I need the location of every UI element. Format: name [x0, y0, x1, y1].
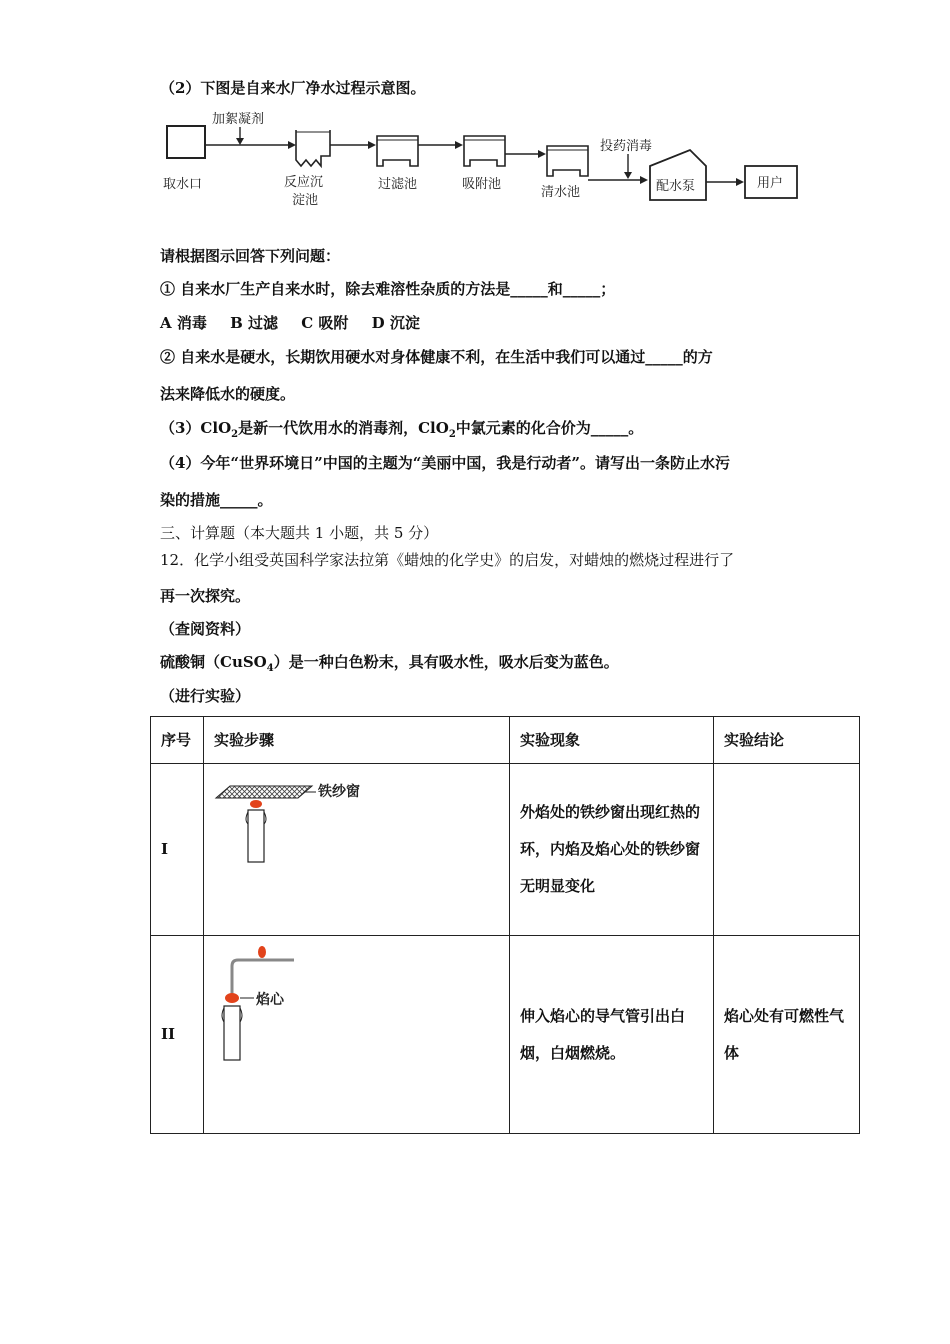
flame-core-label: 焰心: [256, 992, 284, 1008]
clear-label: 清水池: [541, 185, 581, 200]
header-steps: 实验步骤: [204, 717, 510, 764]
candle-gauze-figure: [204, 764, 509, 921]
q2-title: （2）下图是自来水厂净水过程示意图。: [160, 79, 426, 97]
row-conclusion: [714, 764, 860, 936]
water-purification-diagram: [160, 108, 820, 218]
candle-shape: [248, 810, 264, 862]
header-conclusion: 实验结论: [714, 717, 860, 764]
pump-label: 配水泵: [656, 179, 696, 194]
intake-label: 取水口: [163, 177, 203, 192]
prompt: 请根据图示回答下列问题：: [160, 247, 341, 265]
question-4-line1: （4）今年“世界环境日”中国的主题为“美丽中国，我是行动者”。请写出一条防止水污: [160, 454, 730, 472]
row-figure: [204, 936, 510, 1134]
question-4-line2: 染的措施_____。: [160, 491, 273, 509]
option-b: B 过滤: [230, 314, 279, 332]
question-12-line2: 再一次探究。: [160, 587, 251, 605]
row-figure: [204, 764, 510, 936]
row-id: I: [151, 764, 204, 936]
row-id: II: [151, 936, 204, 1134]
tube-flame-shape: [258, 946, 266, 958]
intake-box: [167, 126, 205, 158]
candle-shape: [224, 1006, 240, 1060]
reference-heading: （查阅资料）: [160, 620, 251, 638]
table-row: [151, 764, 860, 936]
disinfect-label: 投药消毒: [600, 139, 653, 154]
flame-shape: [250, 800, 262, 808]
reaction-label-1: 反应沉: [284, 175, 324, 190]
table-row: [151, 936, 860, 1134]
question-2-2-line1: ② 自来水是硬水，长期饮用硬水对身体健康不利，在生活中我们可以通过_____的方: [160, 348, 713, 366]
gas-tube-shape: [232, 960, 294, 996]
section-3-heading: 三、计算题（本大题共 1 小题，共 5 分）: [160, 524, 439, 542]
option-d: D 沉淀: [371, 314, 420, 332]
option-a: A 消毒: [160, 314, 207, 332]
header-phenomenon: 实验现象: [510, 717, 714, 764]
table-header-row: [151, 717, 860, 764]
reaction-tank: [296, 130, 330, 166]
question-2-1: ① 自来水厂生产自来水时，除去难溶性杂质的方法是_____和_____；: [160, 280, 616, 298]
user-label: 用户: [757, 176, 784, 191]
question-3: （3）ClO$_2$是新一代饮用水的消毒剂，ClO$_2$中氯元素的化合价为_____。: [160, 419, 644, 440]
row-conclusion: 焰心处有可燃性气体: [714, 936, 860, 1134]
experiment-table: [150, 716, 860, 1134]
option-c: C 吸附: [301, 314, 349, 332]
header-id: 序号: [151, 717, 204, 764]
question-2-2-line2: 法来降低水的硬度。: [160, 385, 296, 403]
experiment-heading: （进行实验）: [160, 687, 251, 705]
row-phenomenon: 伸入焰心的导气管引出白烟，白烟燃烧。: [510, 936, 714, 1134]
adsorb-label: 吸附池: [462, 177, 502, 192]
reference-text: 硫酸铜（CuSO$_4$）是一种白色粉末，具有吸水性，吸水后变为蓝色。: [160, 653, 619, 674]
filter-label: 过滤池: [378, 177, 418, 192]
row-phenomenon: 外焰处的铁纱窗出现红热的环，内焰及焰心处的铁纱窗无明显变化: [510, 764, 714, 936]
gauze-label: 铁纱窗: [318, 784, 360, 800]
options-row: [160, 313, 438, 333]
reaction-label-2: 淀池: [292, 193, 319, 208]
gauze-shape: [216, 786, 312, 798]
coagulant-label: 加絮凝剂: [212, 112, 265, 127]
candle-tube-figure: [204, 936, 509, 1119]
candle-flame-shape: [225, 993, 239, 1003]
question-12-line1: 12．化学小组受英国科学家法拉第《蜡烛的化学史》的启发，对蜡烛的燃烧过程进行了: [160, 551, 735, 569]
